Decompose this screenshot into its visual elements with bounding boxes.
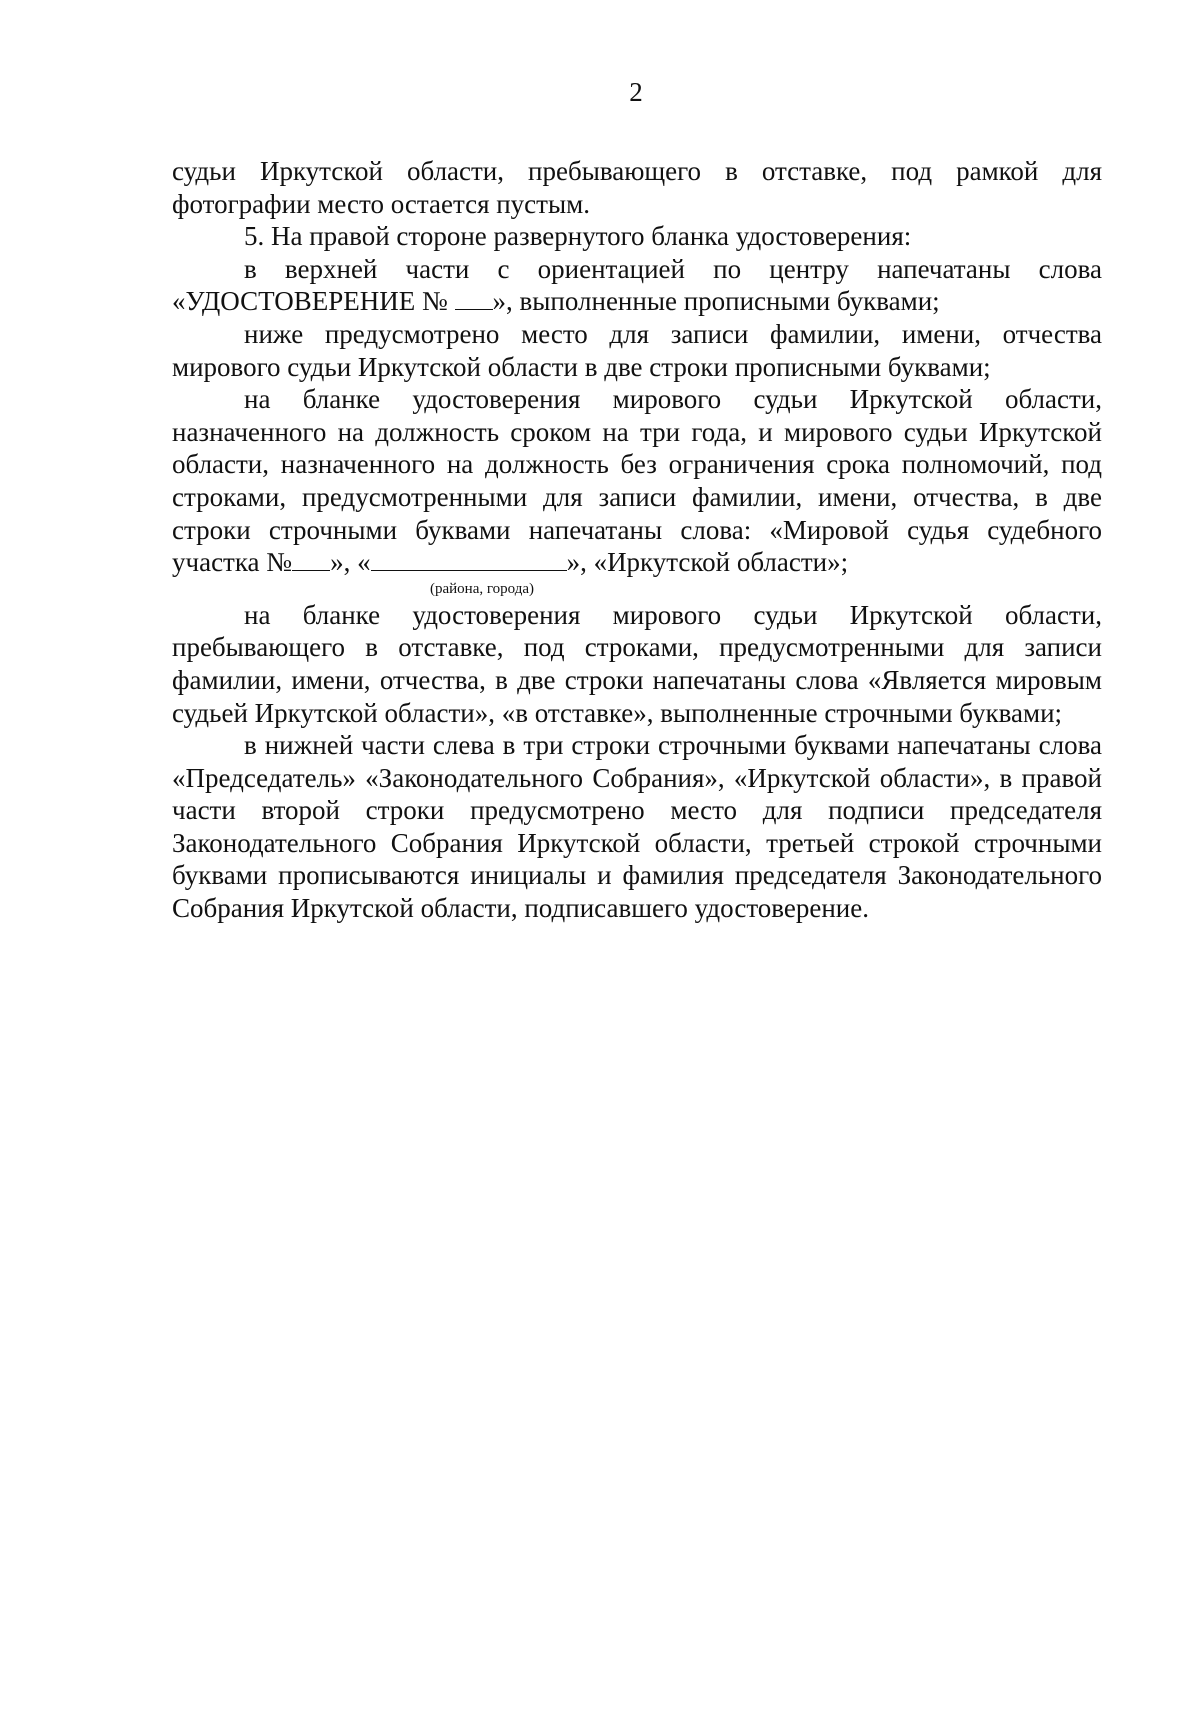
paragraph-top-part-end: », выполненные прописными буквами; [492, 286, 940, 317]
paragraph-top-part [172, 253, 1102, 318]
paragraph-top-part-text: в верхней части с ориентацией по центру напечатаны слова «УДОСТОВЕРЕНИЕ № [172, 253, 1102, 317]
paragraph-item-5: 5. На правой стороне развернутого бланка удостоверения: [244, 221, 912, 252]
district-city-blank-line [371, 550, 567, 571]
paragraph-retired-judge: на бланке удостоверения мирового судьи Иркутской области, пребывающего в отставке, под строками, предусмотренными для записи фамилии, имени, отчества, в две строки напечатаны слова «Является мировым судьей Иркутской области», «в отставке», выполненные строчными буквами; [172, 599, 1102, 728]
district-number-blank-line [292, 550, 330, 571]
page-number: 2 [629, 77, 643, 107]
document-body [172, 155, 1102, 925]
number-blank-line [455, 289, 493, 310]
paragraph-bottom-part: в нижней части слева в три строки строчными буквами напечатаны слова «Председатель» «Законодательного Собрания», «Иркутской области», в правой части второй строки предусмотрено место для подписи председателя Законодательного Собрания Иркутской области, третьей строкой строчными буквами прописываются инициалы и фамилия председателя Законодательного Собрания Иркутской области, подписавшего удостоверение. [172, 730, 1102, 924]
paragraph-active-judge-end: », «Иркутской области»; [566, 547, 849, 578]
paragraph-continuation: судьи Иркутской области, пребывающего в отставке, под рамкой для фотографии место остается пустым. [172, 156, 1102, 219]
paragraph-active-judge-mid: », « [330, 547, 371, 578]
paragraph-active-judge-text: на бланке удостоверения мирового судьи Иркутской области, назначенного на должность сроком на три года, и мирового судьи Иркутской области, назначенного на должность без ограничения срока полномочий, под строками, предусмотренными для записи фамилии, имени, отчества, в две строки строчными буквами напечатаны слова: «Мировой судья судебного участка № [172, 384, 1102, 578]
blank-caption: (района, города) [430, 580, 534, 597]
paragraph-active-judge [172, 383, 1102, 579]
paragraph-name-place: ниже предусмотрено место для записи фамилии, имени, отчества мирового судьи Иркутской области в две строки прописными буквами; [172, 318, 1102, 382]
